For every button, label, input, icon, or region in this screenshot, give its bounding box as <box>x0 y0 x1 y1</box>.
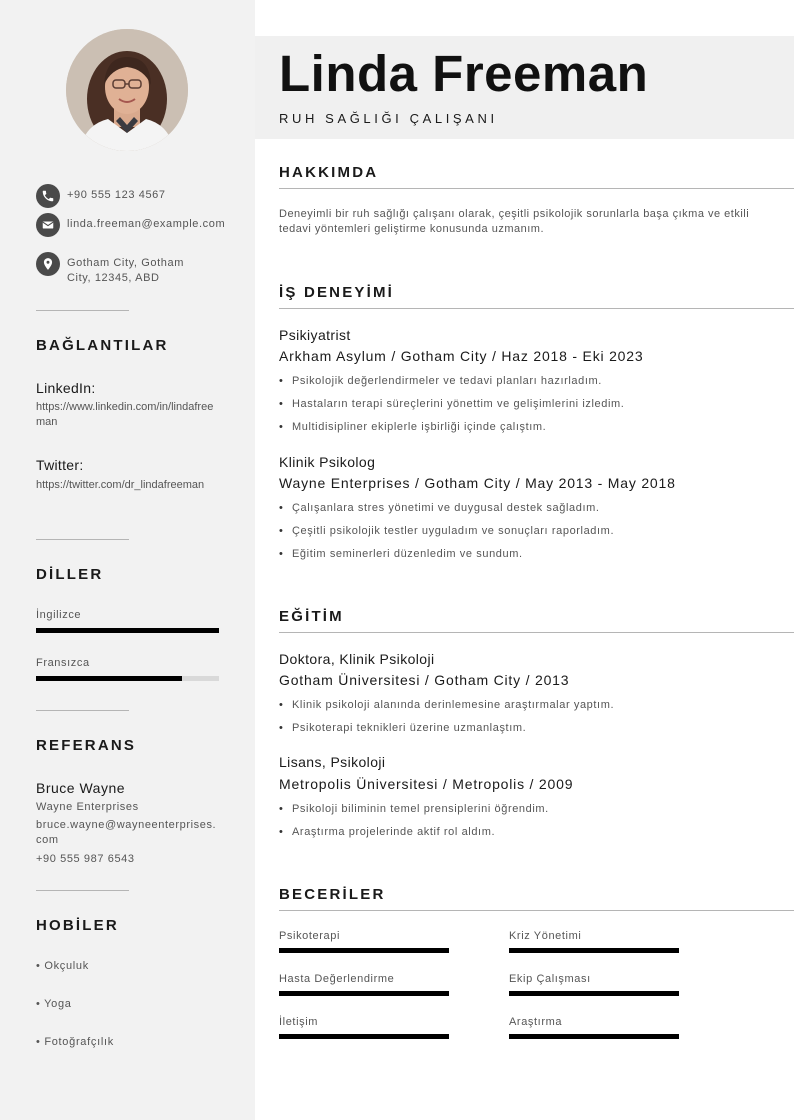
education-degree: Doktora, Klinik Psikoloji <box>279 651 435 667</box>
skill-level-fill <box>509 948 679 953</box>
divider <box>36 710 129 711</box>
skill-level-fill <box>279 1034 449 1039</box>
language-level-fill <box>36 676 182 681</box>
sidebar <box>0 0 255 1120</box>
job-role: Klinik Psikolog <box>279 454 376 470</box>
linkedin-url[interactable]: https://www.linkedin.com/in/lindafreeman <box>36 401 214 428</box>
hobby-item: • Fotoğrafçılık <box>36 1036 114 1048</box>
job-bullet: • Çalışanlara stres yönetimi ve duygusal destek sağladım. <box>279 502 600 514</box>
skill-name: Psikoterapi <box>279 930 341 942</box>
contact-email <box>36 213 226 237</box>
job-organization: Wayne Enterprises / Gotham City / May 2013 - May 2018 <box>279 475 676 491</box>
skill-level <box>509 948 679 953</box>
job-bullet: • Çeşitli psikolojik testler uyguladım ve sonuçları raporladım. <box>279 525 614 537</box>
section-rule <box>279 308 794 309</box>
hobby-item: • Yoga <box>36 998 72 1010</box>
languages-heading: DİLLER <box>36 566 104 583</box>
section-rule <box>279 632 794 633</box>
skill-level-fill <box>279 991 449 996</box>
reference-email[interactable]: bruce.wayne@wayneenterprises.com <box>36 819 217 846</box>
education-bullet: • Psikoloji biliminin temel prensiplerini öğrendim. <box>279 803 549 815</box>
job-role: Psikiyatrist <box>279 327 351 343</box>
skill-name: Kriz Yönetimi <box>509 930 582 942</box>
divider <box>36 310 129 311</box>
section-rule <box>279 188 794 189</box>
reference-heading: REFERANS <box>36 737 137 754</box>
job-bullet: • Multidisipliner ekiplerle işbirliği içinde çalıştım. <box>279 421 546 433</box>
job-bullet: • Eğitim seminerleri düzenledim ve sundum. <box>279 548 523 560</box>
skill-name: Hasta Değerlendirme <box>279 973 395 985</box>
divider <box>36 539 129 540</box>
job-bullet: • Psikolojik değerlendirmeler ve tedavi planları hazırladım. <box>279 375 602 387</box>
profile-photo <box>66 29 188 151</box>
section-rule <box>279 910 794 911</box>
language-level-english <box>36 628 219 633</box>
job-title: RUH SAĞLIĞI ÇALIŞANI <box>279 111 498 126</box>
skill-name: Araştırma <box>509 1016 563 1028</box>
skill-name: İletişim <box>279 1016 319 1028</box>
skill-level-fill <box>509 991 679 996</box>
email-text[interactable]: linda.freeman@example.com <box>67 218 226 230</box>
phone-icon <box>36 184 60 208</box>
skills-heading: BECERİLER <box>279 886 386 903</box>
skill-level-fill <box>509 1034 679 1039</box>
twitter-label: Twitter: <box>36 457 84 473</box>
skill-level <box>509 991 679 996</box>
twitter-url[interactable]: https://twitter.com/dr_lindafreeman <box>36 479 205 491</box>
links-heading: BAĞLANTILAR <box>36 337 169 354</box>
phone-text: +90 555 123 4567 <box>67 189 166 201</box>
address-text: Gotham City, Gotham City, 12345, ABD <box>67 257 184 284</box>
divider <box>36 890 129 891</box>
contact-phone <box>36 184 226 208</box>
skill-level <box>509 1034 679 1039</box>
linkedin-label: LinkedIn: <box>36 380 96 396</box>
experience-heading: İŞ DENEYİMİ <box>279 284 395 301</box>
hobbies-heading: HOBİLER <box>36 917 119 934</box>
location-pin-icon <box>36 252 60 276</box>
language-level-fill <box>36 628 219 633</box>
reference-name: Bruce Wayne <box>36 780 126 796</box>
language-name-english: İngilizce <box>36 609 82 621</box>
skill-level <box>279 1034 449 1039</box>
contact-address <box>36 252 226 286</box>
about-text: Deneyimli bir ruh sağlığı çalışanı olarak, çeşitli psikolojik sorunlarla başa çıkma ve etkili tedavi yöntemleri geliştirme konusunda uzmanım. <box>279 208 750 235</box>
about-heading: HAKKIMDA <box>279 164 379 181</box>
education-bullet: • Araştırma projelerinde aktif rol aldım. <box>279 826 495 838</box>
education-bullet: • Klinik psikoloji alanında derinlemesine araştırmalar yaptım. <box>279 699 614 711</box>
reference-phone: +90 555 987 6543 <box>36 853 135 865</box>
language-level-french <box>36 676 219 681</box>
job-bullet: • Hastaların terapi süreçlerini yönettim ve gelişimlerini izledim. <box>279 398 624 410</box>
education-institution: Gotham Üniversitesi / Gotham City / 2013 <box>279 672 570 688</box>
education-bullet: • Psikoterapi teknikleri üzerine uzmanlaştım. <box>279 722 526 734</box>
reference-company: Wayne Enterprises <box>36 801 139 813</box>
job-organization: Arkham Asylum / Gotham City / Haz 2018 - Eki 2023 <box>279 348 644 364</box>
education-institution: Metropolis Üniversitesi / Metropolis / 2009 <box>279 776 574 792</box>
education-heading: EĞİTİM <box>279 608 344 625</box>
education-degree: Lisans, Psikoloji <box>279 754 386 770</box>
skill-level-fill <box>279 948 449 953</box>
skill-name: Ekip Çalışması <box>509 973 591 985</box>
person-name: Linda Freeman <box>279 45 649 102</box>
skill-level <box>279 948 449 953</box>
skill-level <box>279 991 449 996</box>
hobby-item: • Okçuluk <box>36 960 89 972</box>
email-icon <box>36 213 60 237</box>
language-name-french: Fransızca <box>36 657 90 669</box>
